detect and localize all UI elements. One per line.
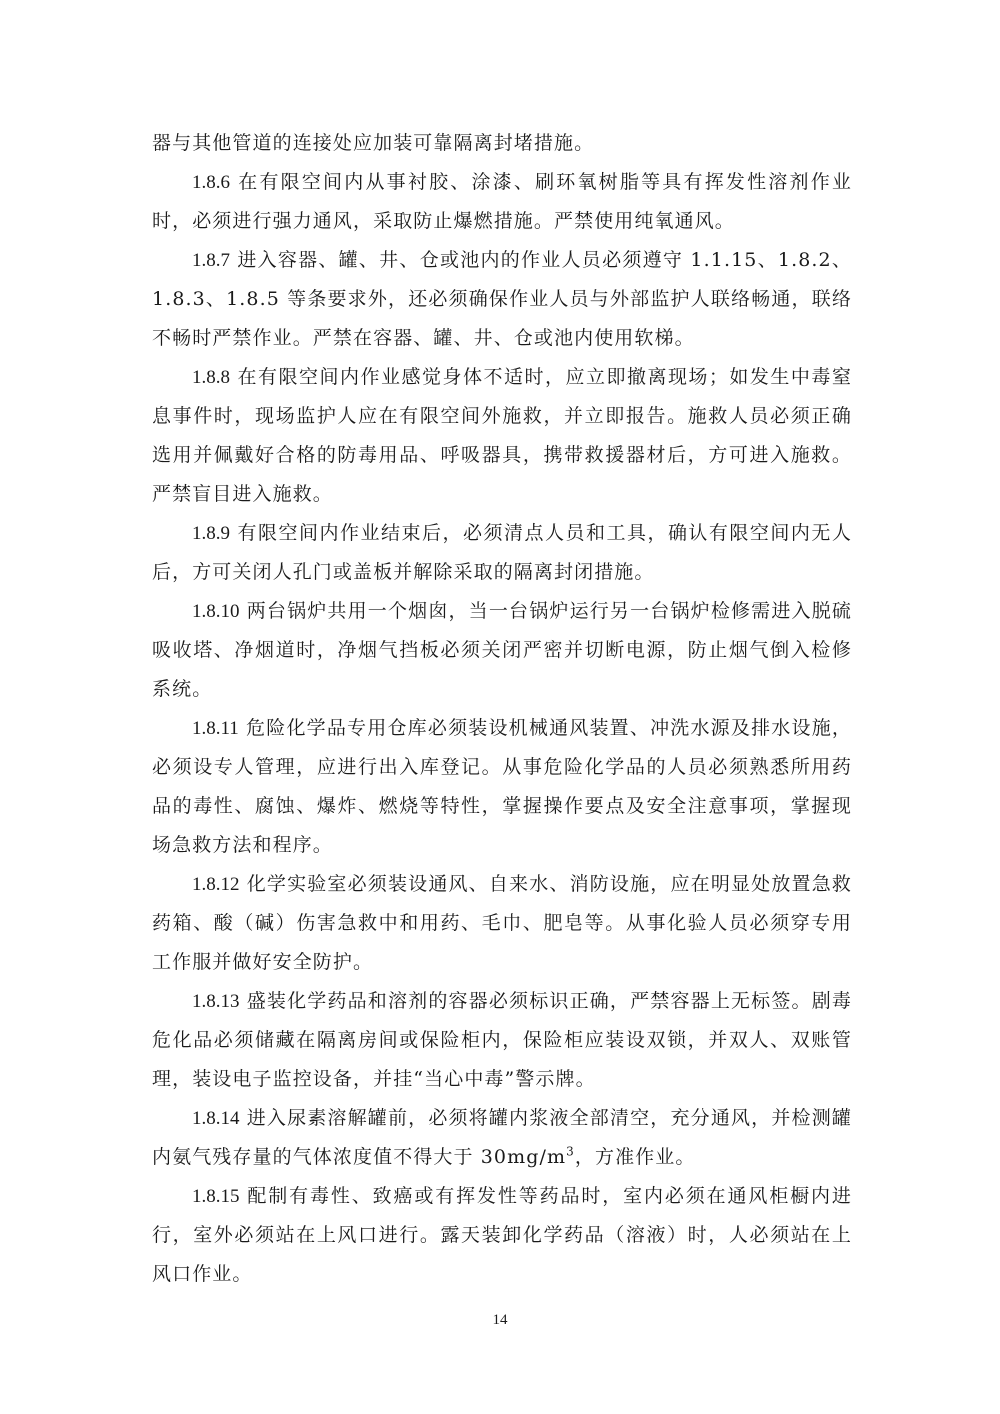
clause-number: 1.8.13 <box>192 991 240 1012</box>
clause-text: 配制有毒性、致癌或有挥发性等药品时，室内必须在通风柜橱内进行，室外必须站在上风口进行。露天装卸化学药品（溶液）时，人必须站在上风口作业。 <box>152 1185 853 1285</box>
clause-1-8-6 <box>152 163 852 241</box>
clause-1-8-14 <box>152 1099 852 1177</box>
clause-1-8-12 <box>152 865 852 982</box>
clause-text: 进入尿素溶解罐前，必须将罐内浆液全部清空，充分通风，并检测罐内氨气残存量的气体浓度值不得大于 30mg/m <box>152 1107 852 1168</box>
clause-text: 危险化学品专用仓库必须装设机械通风装置、冲洗水源及排水设施，必须设专人管理，应进行出入库登记。从事危险化学品的人员必须熟悉所用药品的毒性、腐蚀、爆炸、燃烧等特性，掌握操作要点及安全注意事项，掌握现场急救方法和程序。 <box>152 717 852 856</box>
page-number: 14 <box>492 1312 508 1328</box>
clause-number: 1.8.6 <box>192 172 230 193</box>
clause-1-8-15 <box>152 1177 852 1294</box>
clause-number: 1.8.11 <box>192 718 239 739</box>
clause-number: 1.8.12 <box>192 874 240 895</box>
paragraph-continuation <box>152 124 852 163</box>
clause-text: 有限空间内作业结束后，必须清点人员和工具，确认有限空间内无人后，方可关闭人孔门或盖板并解除采取的隔离封闭措施。 <box>152 522 852 583</box>
clause-text-tail: ，方准作业。 <box>574 1146 696 1168</box>
clause-1-8-13 <box>152 982 852 1099</box>
unit-superscript: 3 <box>566 1144 575 1159</box>
clause-number: 1.8.9 <box>192 523 230 544</box>
clause-1-8-10 <box>152 592 852 709</box>
clause-1-8-11 <box>152 709 852 865</box>
clause-text: 进入容器、罐、井、仓或池内的作业人员必须遵守 1.1.15、1.8.2、1.8.3、1.8.5 等条要求外，还必须确保作业人员与外部监护人联络畅通，联络不畅时严禁作业。严禁在容器、罐、井、仓或池内使用软梯。 <box>152 249 853 349</box>
clause-text: 盛装化学药品和溶剂的容器必须标识正确，严禁容器上无标签。剧毒危化品必须储藏在隔离房间或保险柜内，保险柜应装设双锁，并双人、双账管理，装设电子监控设备，并挂“当心中毒”警示牌。 <box>152 990 852 1090</box>
clause-number: 1.8.14 <box>192 1108 240 1129</box>
clause-number: 1.8.15 <box>192 1186 240 1207</box>
clause-1-8-9 <box>152 514 852 592</box>
paragraph-text: 器与其他管道的连接处应加装可靠隔离封堵措施。 <box>152 132 595 154</box>
clause-1-8-7 <box>152 241 852 358</box>
clause-text: 两台锅炉共用一个烟囱，当一台锅炉运行另一台锅炉检修需进入脱硫吸收塔、净烟道时，净烟气挡板必须关闭严密并切断电源，防止烟气倒入检修系统。 <box>152 600 852 700</box>
clause-text: 在有限空间内从事衬胶、涂漆、刷环氧树脂等具有挥发性溶剂作业时，必须进行强力通风，采取防止爆燃措施。严禁使用纯氧通风。 <box>152 171 853 232</box>
page-body <box>152 124 852 1294</box>
clause-number: 1.8.8 <box>192 367 230 388</box>
clause-text: 在有限空间内作业感觉身体不适时，应立即撤离现场；如发生中毒窒息事件时，现场监护人应在有限空间外施救，并立即报告。施救人员必须正确选用并佩戴好合格的防毒用品、呼吸器具，携带救援器材后，方可进入施救。严禁盲目进入施救。 <box>152 366 852 505</box>
clause-1-8-8 <box>152 358 852 514</box>
clause-number: 1.8.7 <box>192 250 230 271</box>
clause-number: 1.8.10 <box>192 601 240 622</box>
clause-text: 化学实验室必须装设通风、自来水、消防设施，应在明显处放置急救药箱、酸（碱）伤害急救中和用药、毛巾、肥皂等。从事化验人员必须穿专用工作服并做好安全防护。 <box>152 873 852 973</box>
